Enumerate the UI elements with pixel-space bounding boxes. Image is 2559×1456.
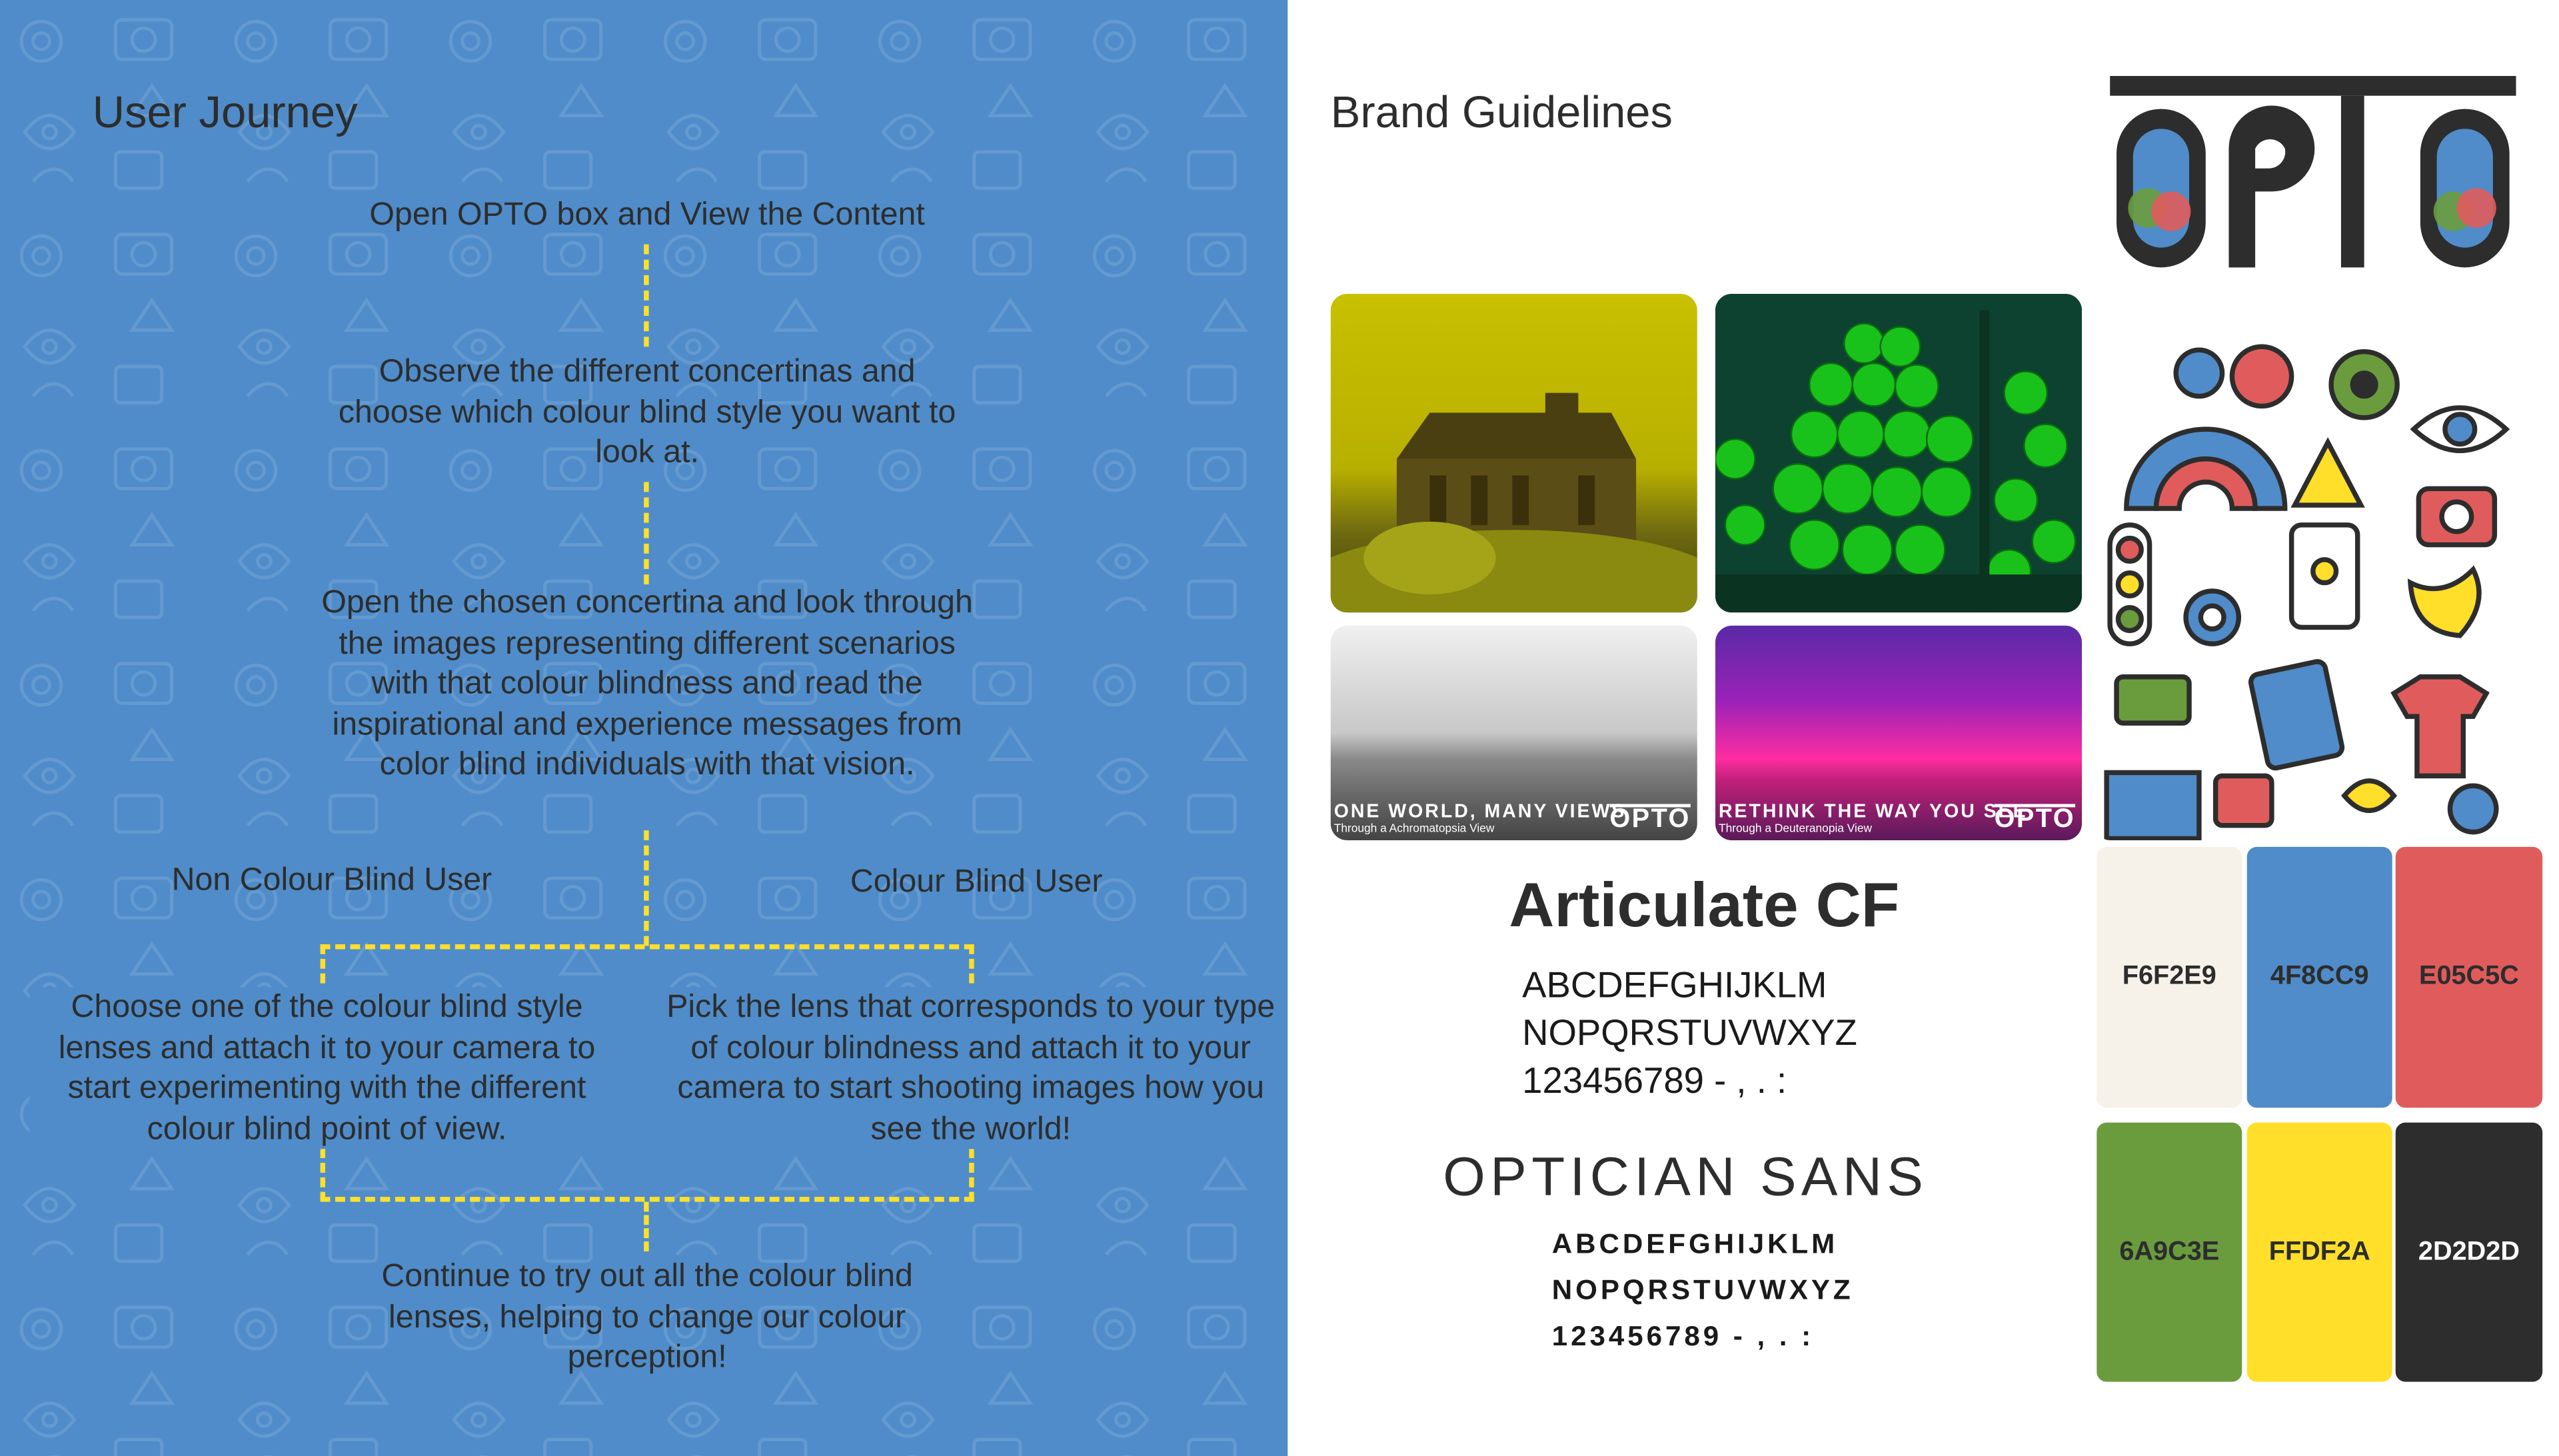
colour-swatch bbox=[2247, 1123, 2392, 1382]
font-sample-line: NOPQRSTUVWXYZ bbox=[1522, 1012, 1857, 1054]
connector-line bbox=[644, 482, 648, 584]
brand-illustration-pattern bbox=[2097, 294, 2542, 840]
font-sample-line: 123456789 - , . : bbox=[1551, 1320, 1815, 1352]
brand-guidelines-panel bbox=[1287, 0, 2559, 1456]
photo-caption: RETHINK THE WAY YOU SEE bbox=[1718, 802, 2028, 822]
branch-right-step: Pick the lens that corresponds to your type of colour blindness and attach it to your camera to start shooting images how you see the world! bbox=[664, 987, 1278, 1149]
connector-line bbox=[644, 1202, 648, 1251]
opto-mini-logo: OPTO bbox=[1609, 804, 1691, 834]
opto-mini-logo: OPTO bbox=[1995, 804, 2076, 834]
photo-subcaption: Through a Deuteranopia View bbox=[1718, 824, 1873, 836]
font-sample-line: 123456789 - , . : bbox=[1522, 1060, 1787, 1101]
photo-yellow-building bbox=[1331, 294, 1697, 612]
colour-swatch bbox=[2097, 1123, 2242, 1382]
colour-swatch bbox=[2247, 847, 2392, 1107]
swatch-hex-label: F6F2E9 bbox=[2122, 962, 2216, 991]
photo-subcaption: Through a Achromatopsia View bbox=[1333, 824, 1495, 836]
photo-grayscale-landscape bbox=[1331, 626, 1697, 840]
photo-green-apples bbox=[1715, 294, 2082, 612]
swatch-hex-label: E05C5C bbox=[2419, 962, 2519, 991]
branch-label-colour-blind: Colour Blind User bbox=[850, 863, 1103, 900]
journey-step-1: Open OPTO box and View the Content bbox=[369, 196, 925, 233]
opto-logo bbox=[2110, 76, 2516, 274]
font-name: OPTICIAN SANS bbox=[1443, 1145, 1929, 1207]
swatch-hex-label: 4F8CC9 bbox=[2270, 962, 2369, 991]
journey-step-final: Continue to try out all the colour blind lenses, helping to change our colour perception! bbox=[381, 1257, 913, 1375]
branch-left-step: Choose one of the colour blind style lenses and attach it to your camera to start experimenting with the different colour blind point of view. bbox=[30, 987, 624, 1149]
swatch-hex-label: 2D2D2D bbox=[2418, 1237, 2520, 1265]
font-sample-line: ABCDEFGHIJKLM bbox=[1551, 1228, 1839, 1260]
colour-swatch bbox=[2396, 847, 2542, 1107]
connector-line bbox=[644, 830, 648, 946]
journey-step-2: Observe the different concertinas and choose which colour blind style you want to look at. bbox=[338, 353, 956, 471]
font-sample-line: NOPQRSTUVWXYZ bbox=[1551, 1274, 1854, 1306]
connector-line bbox=[644, 245, 648, 347]
photo-caption: ONE WORLD, MANY VIEWS bbox=[1333, 802, 1627, 822]
font-specimen-articulate bbox=[1509, 872, 1905, 943]
font-sample-line: ABCDEFGHIJKLM bbox=[1522, 964, 1827, 1006]
font-name: Articulate CF bbox=[1509, 872, 1900, 942]
user-journey-heading: User Journey bbox=[92, 87, 358, 137]
colour-swatch bbox=[2396, 1123, 2542, 1382]
swatch-hex-label: FFDF2A bbox=[2268, 1237, 2370, 1265]
journey-step-3: Open the chosen concertina and look through the images representing different scenarios with that colour blindness and read the inspirational and experience messages from color blind individuals with that vision. bbox=[321, 584, 973, 783]
swatch-hex-label: 6A9C3E bbox=[2119, 1237, 2220, 1265]
colour-swatch bbox=[2097, 847, 2242, 1107]
photo-magenta-horizon bbox=[1715, 626, 2082, 840]
brand-guidelines-heading: Brand Guidelines bbox=[1330, 87, 1673, 137]
branch-label-non-colour-blind: Non Colour Blind User bbox=[171, 862, 492, 898]
